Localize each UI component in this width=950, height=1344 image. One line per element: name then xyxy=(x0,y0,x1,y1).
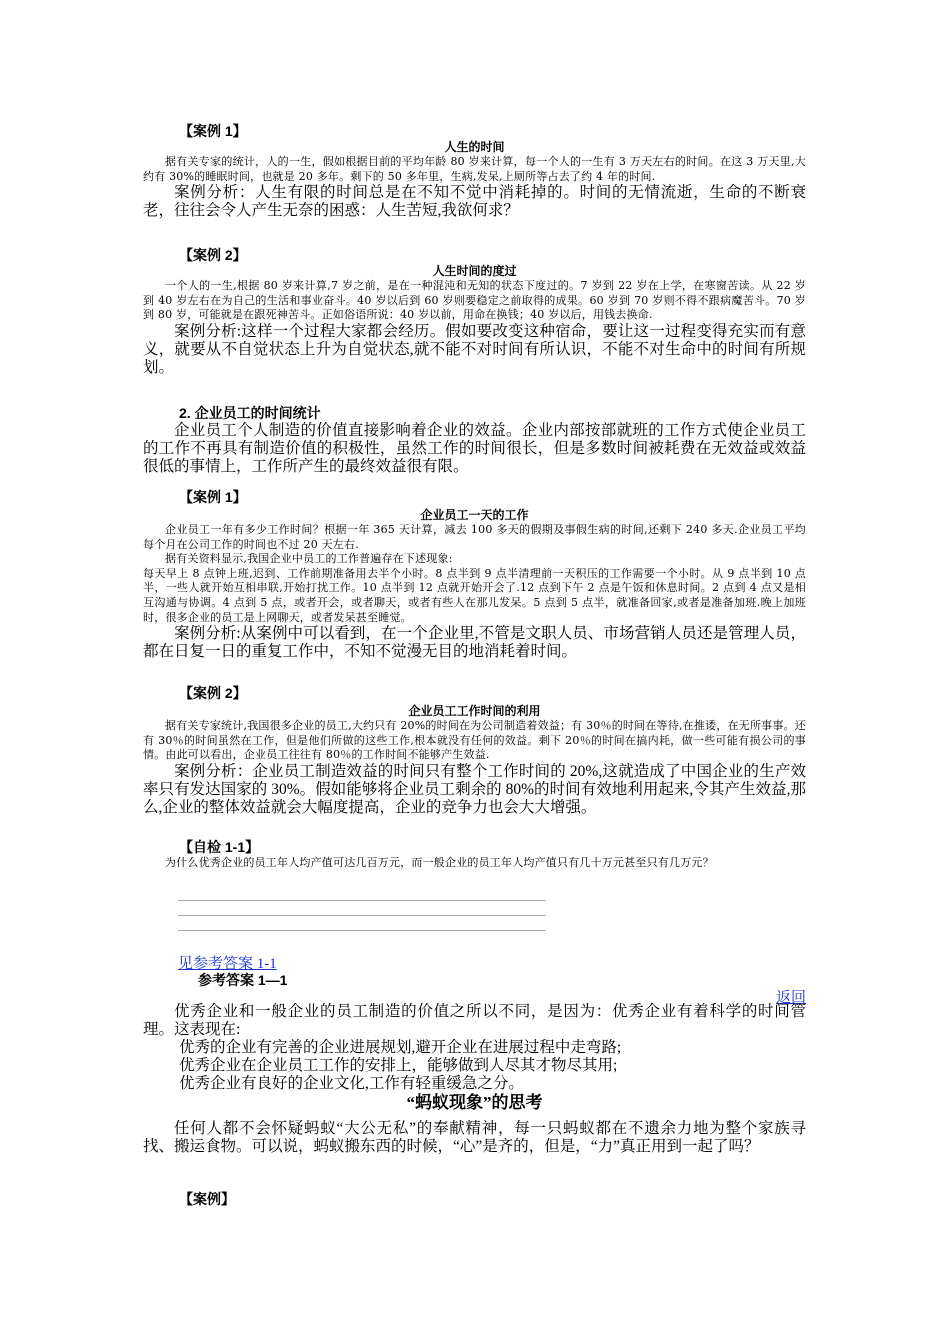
case1-label: 【案例 1】 xyxy=(179,123,247,139)
case2-block xyxy=(143,246,806,377)
selfcheck-question-wrap xyxy=(143,856,806,871)
case3-label: 【案例 1】 xyxy=(179,489,247,505)
selfcheck-question: 为什么优秀企业的员工年人均产值可达几百万元，而一般企业的员工年人均产值只有几十万元甚至只有几万元？ xyxy=(165,856,714,869)
case2-body-text: 一个人的一生,根据 80 岁来计算,7 岁之前，是在一种混沌和无知的状态下度过的。7 岁到 22 岁在上学，在寒窗苦读。从 22 岁到 40 岁左右在为自己的生活和事业奋斗。40 岁以后到 60 岁则要稳定之前取得的成果。60 岁到 70 岁则不得不跟病魔苦斗。70 岁到 80 岁，可能就是在跟死神苦斗。正如俗语所说：40 岁以前，用命在换钱；40 岁以后，用钱去换命. xyxy=(143,279,806,322)
section2-body: 企业员工个人制造的价值直接影响着企业的效益。企业内部按部就班的工作方式使企业员工的工作不再具有制造价值的积极性，虽然工作的时间很长，但是多数时间被耗费在无效益或效益很低的事情上，工作所产生的最终效益很有限。 xyxy=(143,422,806,475)
ant-body: 任何人都不会怀疑蚂蚁“大公无私”的奉献精神，每一只蚂蚁都在不遗余力地为整个家族寻找、搬运食物。可以说，蚂蚁搬东西的时候，“心”是齐的，但是，“力”真正用到一起了吗？ xyxy=(143,1120,806,1155)
case1-block xyxy=(143,122,806,220)
case2-analysis: 案例分析:这样一个过程大家都会经历。假如要改变这种宿命，要让这一过程变得充实而有意义，就要从不自觉状态上升为自觉状态,就不能不对时间有所认识，不能不对生命中的时间有所规划。 xyxy=(143,322,806,376)
ant-case-wrap xyxy=(143,1190,806,1208)
selfcheck-label: 【自检 1-1】 xyxy=(179,839,260,855)
case2-title: 人生时间的度过 xyxy=(432,264,517,278)
answer-p2: 优秀的企业有完善的企业进展规划,避开企业在进展过程中走弯路; xyxy=(179,1039,622,1056)
case1-analysis: 案例分析：人生有限的时间总是在不知不觉中消耗掉的。时间的无情流逝，生命的不断衰老，往往会令人产生无奈的困惑：人生苦短,我欲何求？ xyxy=(143,184,806,220)
case4-label: 【案例 2】 xyxy=(179,685,247,701)
answer-line-3[interactable] xyxy=(178,930,546,931)
section2-heading: 2. 企业员工的时间统计 xyxy=(179,405,321,421)
case3-p3: 每天早上 8 点钟上班,迟到、工作前期准备用去半个小时。8 点半到 9 点半清理前一天积压的工作需要一个小时。从 9 点半到 10 点半，一些人就开始互相串联,开始打扰工作。10 点半到 12 点就开始开会了.12 点到下午 2 点是午饭和休息时间。2 点到 4 点又是相互沟通与协调。4 点到 5 点，或者开会，或者聊天，或者有些人在那儿发呆。5 点到 5 点半，就准备回家,或者是准备加班.晚上加班时，很多企业的员工是上网聊天，或者发呆甚至睡觉。 xyxy=(143,566,806,624)
case4-block xyxy=(143,684,806,817)
case3-analysis: 案例分析:从案例中可以看到，在一个企业里,不管是文职人员、市场营销人员还是管理人员，都在日复一日的重复工作中，不知不觉漫无目的地消耗着时间。 xyxy=(143,625,806,661)
case3-body xyxy=(143,523,806,625)
ant-body-wrap xyxy=(143,1120,806,1156)
back-link[interactable]: 返回 xyxy=(775,990,806,1006)
case3-title: 企业员工一天的工作 xyxy=(420,508,529,522)
case3-p2: 据有关资料显示,我国企业中员工的工作普遍存在下述现象: xyxy=(165,552,453,566)
selfcheck-block xyxy=(143,838,806,871)
case4-body-text: 据有关专家统计,我国很多企业的员工,大约只有 20%的时间在为公司制造着效益；有 30％的时间在等待,在推诿，在无所事事。还有 30％的时间虽然在工作，但是他们所做的这些工作,根本就没有任何的效益。剩下 20％的时间在搞内耗，做一些可能有损公司的事情。由此可以看出，企业员工往往有 80％的工作时间不能够产生效益. xyxy=(143,719,806,762)
ant-case-label: 【案例】 xyxy=(179,1191,235,1207)
section2-block xyxy=(143,404,806,476)
answer-line-2[interactable] xyxy=(178,915,546,916)
answer-p4: 优秀企业有良好的企业文化,工作有轻重缓急之分。 xyxy=(179,1075,524,1092)
ant-title-wrap xyxy=(143,1088,806,1113)
case1-body-text: 据有关专家的统计，人的一生，假如根据目前的平均年龄 80 岁来计算，每一个人的一生有 3 万天左右的时间。在这 3 万天里,大约有 30%的睡眠时间，也就是 20 多年。剩下的 50 多年里，生病,发呆,上厕所等占去了约 4 年的时间. xyxy=(143,155,806,183)
case3-p1: 企业员工一年有多少工作时间？根据一年 365 天计算，减去 100 多天的假期及事假生病的时间,还剩下 240 多天.企业员工平均每个月在公司工作的时间也不过 20 天左右. xyxy=(143,523,806,551)
case4-body xyxy=(143,719,806,763)
answer-body xyxy=(143,1003,806,1093)
case2-body xyxy=(143,279,806,323)
answer-p3: 优秀企业在企业员工工作的安排上，能够做到人尽其才物尽其用; xyxy=(179,1057,618,1074)
case2-label: 【案例 2】 xyxy=(179,247,247,263)
reference-answer-link[interactable]: 见参考答案 1-1 xyxy=(178,956,277,972)
ant-title: “蚂蚁现象”的思考 xyxy=(406,1093,543,1112)
case3-block xyxy=(143,488,806,661)
case1-title: 人生的时间 xyxy=(444,140,505,154)
answer-title: 参考答案 1—1 xyxy=(198,972,288,988)
case4-title: 企业员工工作时间的利用 xyxy=(408,704,541,718)
case4-analysis: 案例分析：企业员工制造效益的时间只有整个工作时间的 20%,这就造成了中国企业的生产效率只有发达国家的 30%。假如能够将企业员工剩余的 80%的时间有效地利用起来,令其产生效益,那么,企业的整体效益就会大幅度提高，企业的竞争力也会大大增强。 xyxy=(143,762,806,816)
answer-p1: 优秀企业和一般企业的员工制造的价值之所以不同，是因为：优秀企业有着科学的时间管理。这表现在: xyxy=(143,1003,806,1038)
case1-body xyxy=(143,155,806,184)
answer-line-1[interactable] xyxy=(178,900,546,901)
